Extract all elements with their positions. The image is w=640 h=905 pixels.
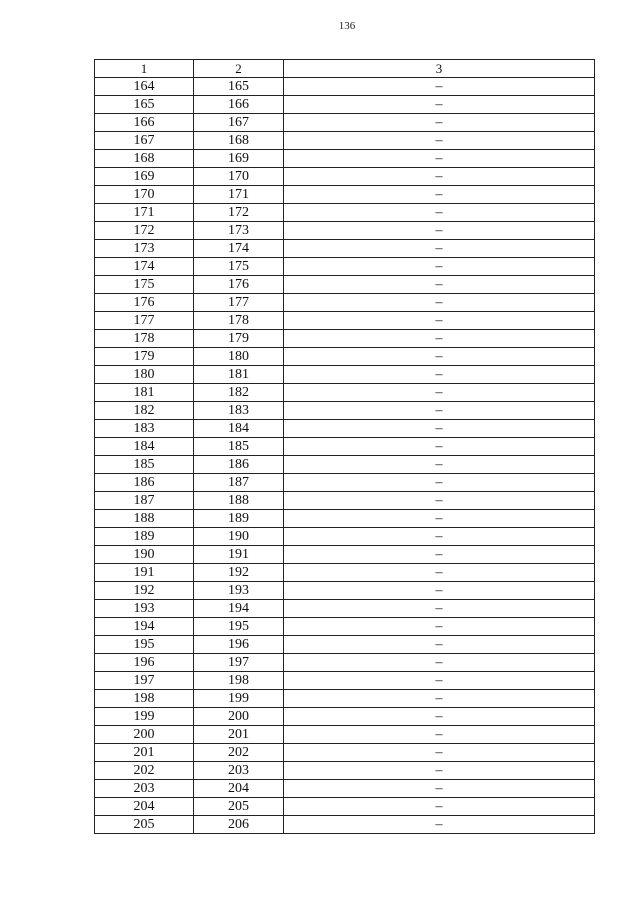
table-cell: 202 [95, 762, 194, 780]
table-cell: 192 [95, 582, 194, 600]
table-cell: – [284, 618, 595, 636]
table-cell: – [284, 474, 595, 492]
table-cell: 165 [95, 96, 194, 114]
page-number: 136 [338, 20, 356, 32]
table-cell: 172 [194, 204, 284, 222]
table-cell: – [284, 186, 595, 204]
table-cell: 183 [95, 420, 194, 438]
table-cell: – [284, 402, 595, 420]
table-cell: 176 [194, 276, 284, 294]
table-cell: – [284, 798, 595, 816]
table-cell: 173 [194, 222, 284, 240]
table-row [95, 528, 595, 546]
table-cell: 188 [95, 510, 194, 528]
table-row [95, 330, 595, 348]
table-row [95, 672, 595, 690]
table-row [95, 186, 595, 204]
table-cell: 187 [194, 474, 284, 492]
table-cell: 203 [194, 762, 284, 780]
table-cell: 186 [95, 474, 194, 492]
table-row [95, 762, 595, 780]
table-cell: – [284, 96, 595, 114]
table-cell: 191 [95, 564, 194, 582]
table-row [95, 816, 595, 834]
table-cell: – [284, 510, 595, 528]
table-cell: 200 [95, 726, 194, 744]
table-row [95, 294, 595, 312]
table-cell: 187 [95, 492, 194, 510]
table-cell: – [284, 78, 595, 96]
table-row [95, 546, 595, 564]
table-row [95, 564, 595, 582]
table-cell: 182 [95, 402, 194, 420]
table-row [95, 456, 595, 474]
table-row [95, 780, 595, 798]
table-cell: 167 [194, 114, 284, 132]
table-cell: 205 [194, 798, 284, 816]
column-header: 2 [194, 60, 284, 78]
table-row [95, 726, 595, 744]
table-row [95, 402, 595, 420]
table-cell: – [284, 546, 595, 564]
table-cell: 190 [194, 528, 284, 546]
table-cell: 180 [194, 348, 284, 366]
table-row [95, 366, 595, 384]
table-cell: 197 [194, 654, 284, 672]
table-cell: 171 [95, 204, 194, 222]
table-cell: 186 [194, 456, 284, 474]
table-row [95, 348, 595, 366]
table-cell: 178 [194, 312, 284, 330]
table-cell: – [284, 150, 595, 168]
table-cell: 170 [95, 186, 194, 204]
table-cell: 174 [194, 240, 284, 258]
table-cell: 166 [194, 96, 284, 114]
column-header: 1 [95, 60, 194, 78]
table-row [95, 510, 595, 528]
table-body [95, 78, 595, 834]
table-row [95, 690, 595, 708]
table-cell: – [284, 708, 595, 726]
table-cell: 172 [95, 222, 194, 240]
table-cell: 203 [95, 780, 194, 798]
table-cell: – [284, 726, 595, 744]
table-cell: – [284, 672, 595, 690]
table-row [95, 744, 595, 762]
table-cell: 194 [95, 618, 194, 636]
table-cell: – [284, 582, 595, 600]
table-cell: 164 [95, 78, 194, 96]
table-cell: 200 [194, 708, 284, 726]
table-cell: – [284, 654, 595, 672]
table-cell: 176 [95, 294, 194, 312]
table-cell: 196 [194, 636, 284, 654]
data-table [94, 59, 595, 834]
table-cell: 181 [95, 384, 194, 402]
table-cell: 171 [194, 186, 284, 204]
table-cell: – [284, 240, 595, 258]
table-cell: 201 [194, 726, 284, 744]
table-cell: 199 [194, 690, 284, 708]
table-row [95, 78, 595, 96]
table-cell: 193 [95, 600, 194, 618]
table-cell: – [284, 222, 595, 240]
table-cell: – [284, 312, 595, 330]
table-row [95, 312, 595, 330]
table-cell: – [284, 258, 595, 276]
table-row [95, 114, 595, 132]
table-row [95, 492, 595, 510]
table-cell: 178 [95, 330, 194, 348]
table-cell: 198 [194, 672, 284, 690]
table-cell: 197 [95, 672, 194, 690]
table-cell: – [284, 816, 595, 834]
table-cell: 180 [95, 366, 194, 384]
table-row [95, 798, 595, 816]
table-row [95, 654, 595, 672]
table-cell: 174 [95, 258, 194, 276]
table-row [95, 96, 595, 114]
table-row [95, 258, 595, 276]
table-cell: 168 [95, 150, 194, 168]
table-cell: – [284, 636, 595, 654]
table-cell: – [284, 492, 595, 510]
table-cell: 189 [194, 510, 284, 528]
table-cell: 169 [194, 150, 284, 168]
table-cell: – [284, 384, 595, 402]
table-cell: 194 [194, 600, 284, 618]
table-cell: 184 [194, 420, 284, 438]
table-cell: – [284, 600, 595, 618]
table-cell: 201 [95, 744, 194, 762]
table-cell: 177 [194, 294, 284, 312]
table-cell: 198 [95, 690, 194, 708]
table-row [95, 150, 595, 168]
table-cell: 167 [95, 132, 194, 150]
table-row [95, 204, 595, 222]
table-row [95, 168, 595, 186]
table-row [95, 618, 595, 636]
table-cell: 206 [194, 816, 284, 834]
table-cell: 185 [194, 438, 284, 456]
table-cell: 192 [194, 564, 284, 582]
table-cell: 182 [194, 384, 284, 402]
table-cell: 195 [95, 636, 194, 654]
table-cell: – [284, 780, 595, 798]
table-cell: – [284, 438, 595, 456]
table-cell: – [284, 114, 595, 132]
table-cell: 188 [194, 492, 284, 510]
table-cell: 183 [194, 402, 284, 420]
table-cell: 177 [95, 312, 194, 330]
table-cell: 184 [95, 438, 194, 456]
table-cell: – [284, 420, 595, 438]
table-row [95, 474, 595, 492]
table-cell: 166 [95, 114, 194, 132]
table-cell: – [284, 132, 595, 150]
column-header: 3 [284, 60, 595, 78]
table-row [95, 420, 595, 438]
table-row [95, 582, 595, 600]
table-cell: – [284, 456, 595, 474]
table-cell: 173 [95, 240, 194, 258]
table-cell: 204 [95, 798, 194, 816]
table-cell: – [284, 564, 595, 582]
table-cell: 175 [194, 258, 284, 276]
table-cell: 179 [194, 330, 284, 348]
table-cell: 195 [194, 618, 284, 636]
table-cell: 185 [95, 456, 194, 474]
table-cell: – [284, 366, 595, 384]
table-cell: 175 [95, 276, 194, 294]
table-header-row [95, 60, 595, 78]
table-row [95, 222, 595, 240]
table-row [95, 240, 595, 258]
table-cell: 202 [194, 744, 284, 762]
table-cell: 168 [194, 132, 284, 150]
table-cell: – [284, 690, 595, 708]
table-cell: 179 [95, 348, 194, 366]
table-cell: – [284, 528, 595, 546]
table-cell: 189 [95, 528, 194, 546]
table-cell: – [284, 762, 595, 780]
table-cell: – [284, 276, 595, 294]
table-row [95, 132, 595, 150]
table-row [95, 384, 595, 402]
table-cell: 199 [95, 708, 194, 726]
table-cell: 205 [95, 816, 194, 834]
table-cell: 165 [194, 78, 284, 96]
table-row [95, 636, 595, 654]
table-cell: 191 [194, 546, 284, 564]
table-cell: 169 [95, 168, 194, 186]
table-cell: 181 [194, 366, 284, 384]
table-cell: 204 [194, 780, 284, 798]
table-row [95, 276, 595, 294]
table-cell: 170 [194, 168, 284, 186]
table-cell: – [284, 330, 595, 348]
table-row [95, 708, 595, 726]
table-row [95, 438, 595, 456]
table-cell: – [284, 294, 595, 312]
table-row [95, 600, 595, 618]
table-cell: – [284, 348, 595, 366]
table-cell: – [284, 168, 595, 186]
table-cell: 190 [95, 546, 194, 564]
table-cell: 193 [194, 582, 284, 600]
table-cell: 196 [95, 654, 194, 672]
table-cell: – [284, 204, 595, 222]
table-cell: – [284, 744, 595, 762]
